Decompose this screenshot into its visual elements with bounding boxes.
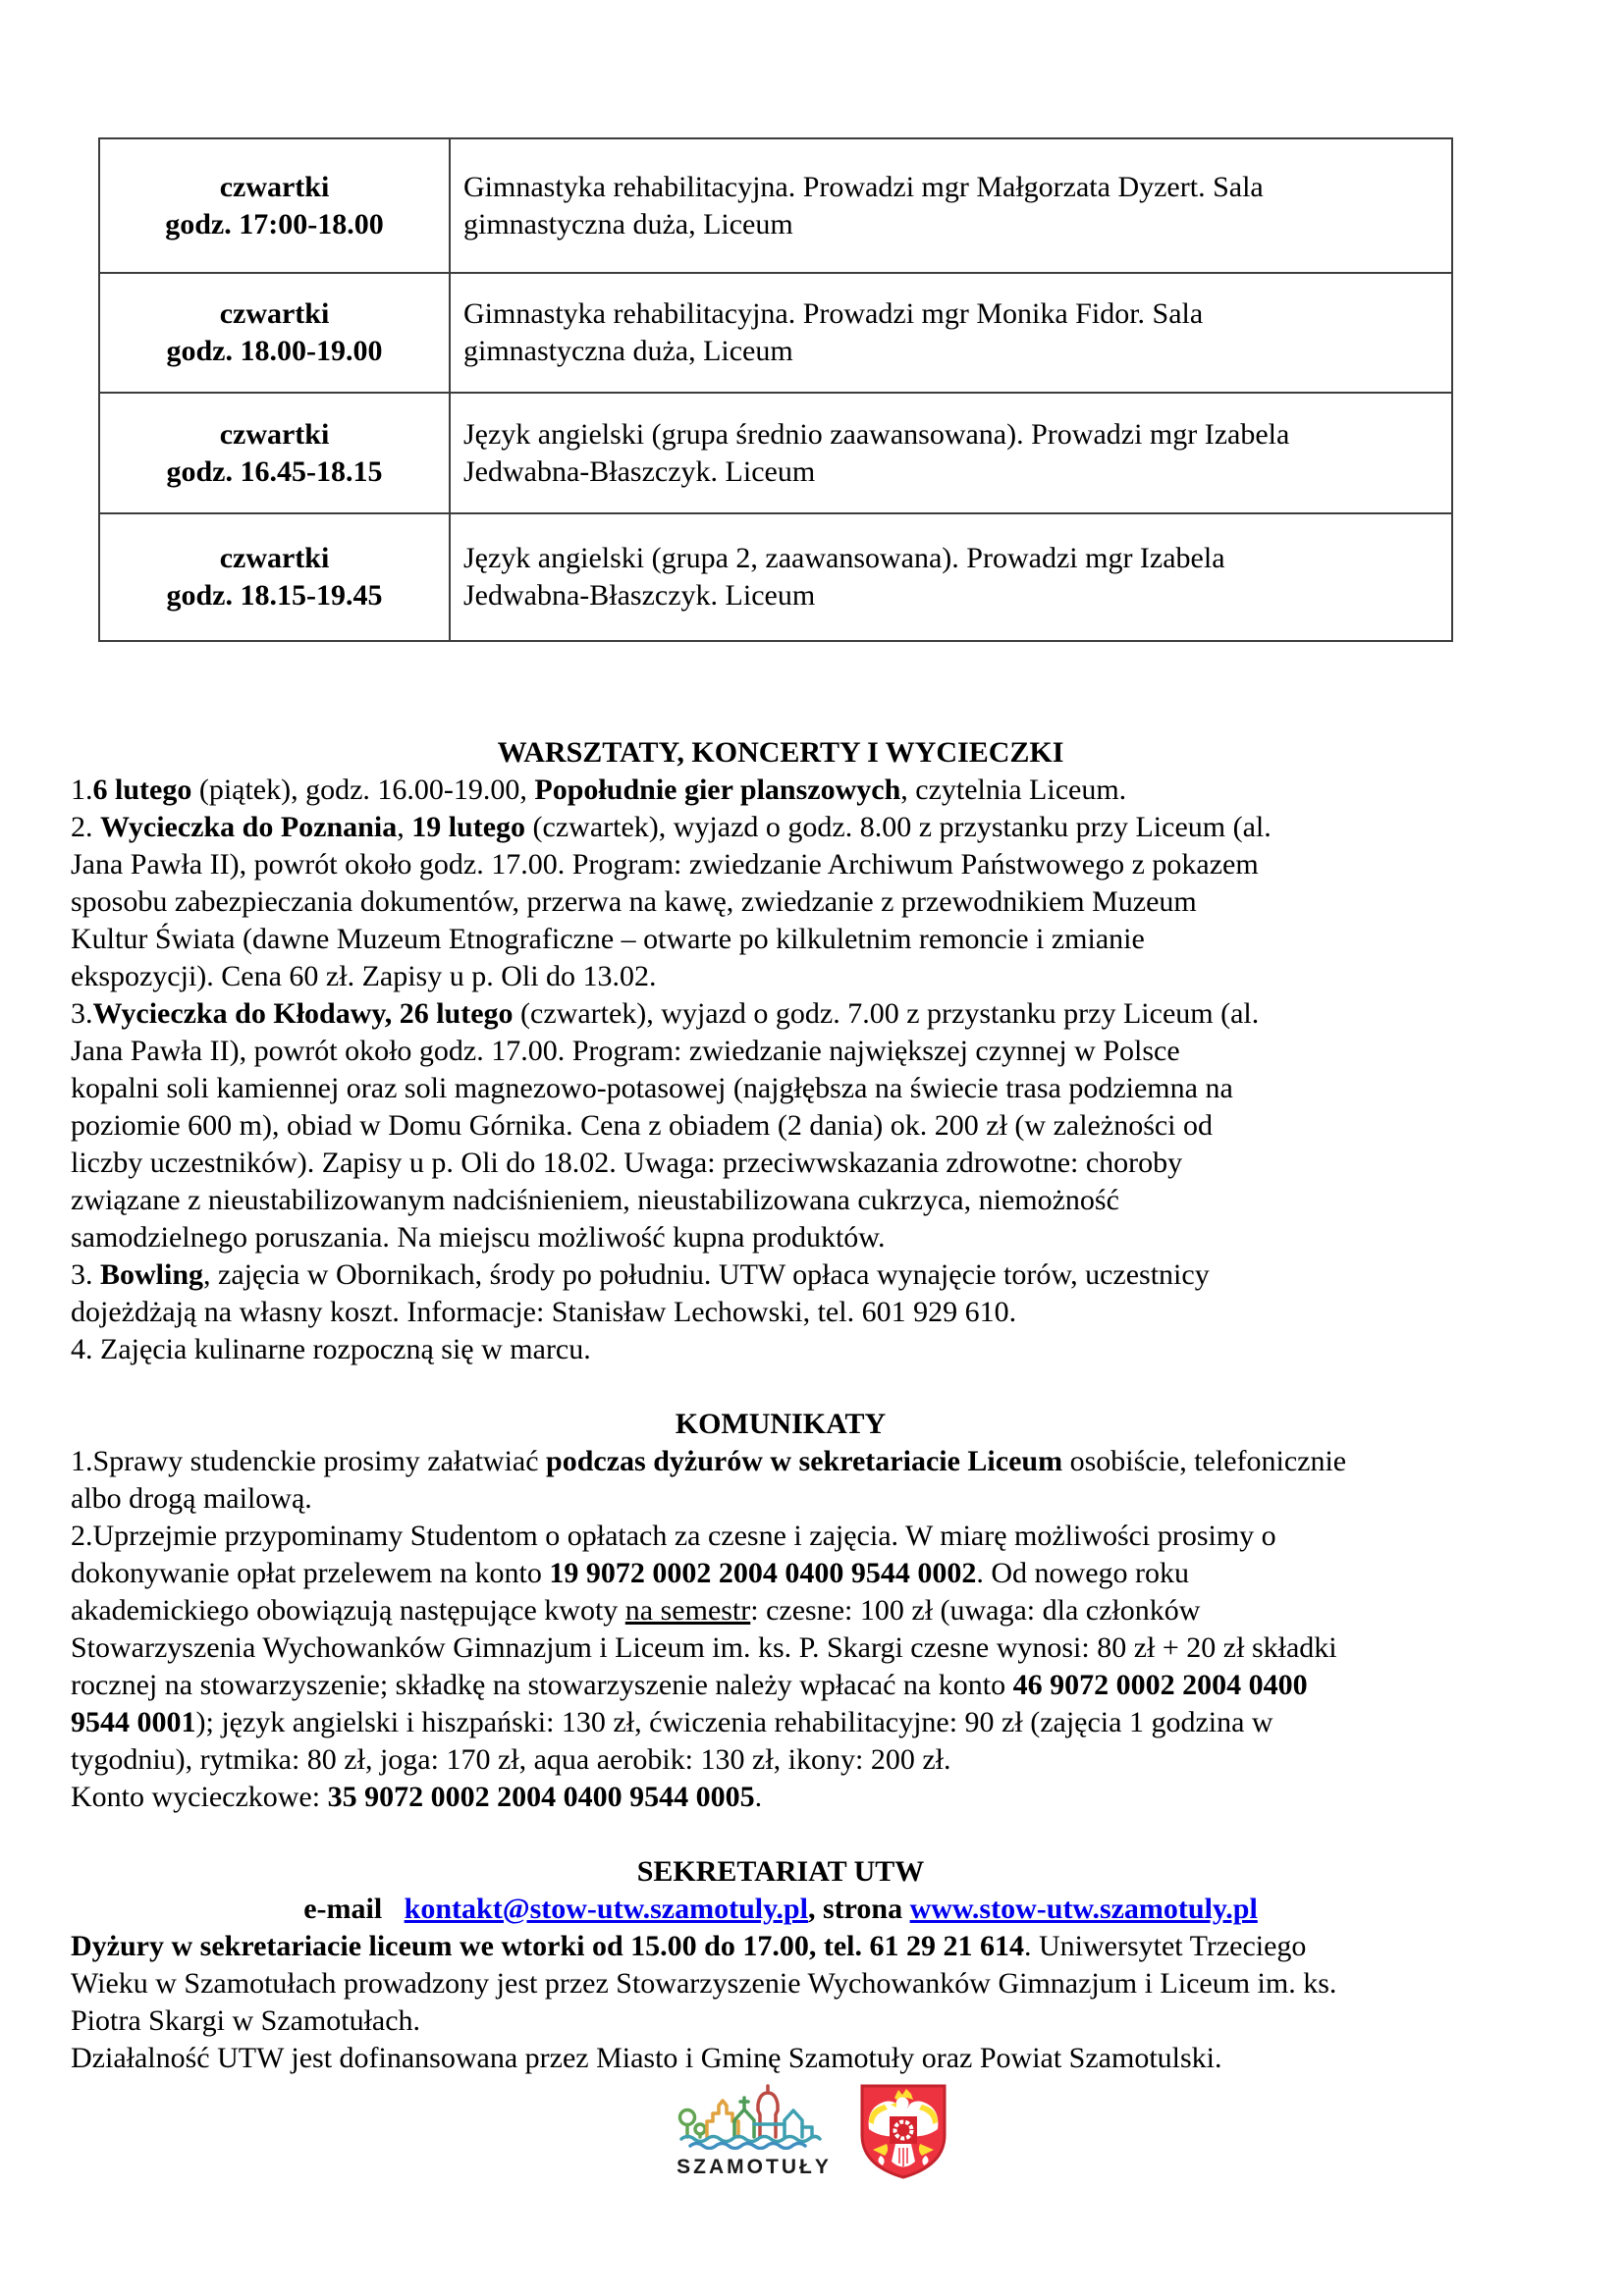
text-line: Konto wycieczkowe: 35 9072 0002 2004 0400 9544 0005.: [71, 1781, 763, 1813]
text-line: związane z nieustabilizowanym nadciśnieniem, nieustabilizowana cukrzyca, niemożność: [71, 1184, 1119, 1216]
day-time-cell: [99, 393, 450, 513]
text-line: godz. 17:00-18.00: [165, 207, 384, 240]
text-line: czwartki: [219, 170, 330, 203]
section-heading: KOMUNIKATY: [675, 1408, 887, 1440]
text-line: gimnastyczna duża, Liceum: [463, 207, 793, 240]
text-line: albo drogą mailową.: [71, 1482, 312, 1515]
day-time-cell: [99, 273, 450, 393]
text-segment: 6 lutego: [92, 774, 192, 806]
wave-upper: [681, 2137, 820, 2142]
text-segment: 19 lutego: [411, 811, 526, 843]
text-line: Jana Pawła II), powrót około godz. 17.00. Program: zwiedzanie największej czynnej w Polsce: [71, 1035, 1180, 1067]
table-row: [99, 273, 1452, 393]
text-segment: Wycieczka do Kłodawy, 26 lutego: [92, 997, 514, 1030]
text-line: 1.6 lutego (piątek), godz. 16.00-19.00, Popołudnie gier planszowych, czytelnia Liceum.: [71, 774, 1127, 806]
text-line: czwartki: [219, 542, 330, 574]
text-line: 4. Zajęcia kulinarne rozpoczną się w marcu.: [71, 1333, 591, 1365]
text-line: Język angielski (grupa 2, zaawansowana). Prowadzi mgr Izabela: [463, 542, 1225, 574]
text-line: sposobu zabezpieczania dokumentów, przerwa na kawę, zwiedzanie z przewodnikiem Muzeum: [71, 885, 1197, 918]
website-link[interactable]: www.stow-utw.szamotuly.pl: [909, 1893, 1258, 1925]
text-line: godz. 18.00-19.00: [166, 335, 383, 367]
section-heading: WARSZTATY, KONCERTY I WYCIECZKI: [497, 736, 1064, 769]
email-link[interactable]: kontakt@stow-utw.szamotuly.pl: [404, 1893, 808, 1925]
text-line: 3. Bowling, zajęcia w Obornikach, środy po południu. UTW opłaca wynajęcie torów, uczestnicy: [71, 1258, 1210, 1291]
section-3: [71, 1853, 1490, 2077]
text-segment: 46 9072 0002 2004 0400: [1012, 1669, 1308, 1701]
text-segment: podczas dyżurów w sekretariacie Liceum: [546, 1445, 1063, 1477]
table-row: [99, 393, 1452, 513]
footer-logos: [0, 2081, 1624, 2181]
text-line: gimnastyczna duża, Liceum: [463, 335, 793, 367]
text-line: samodzielnego poruszania. Na miejscu możliwość kupna produktów.: [71, 1221, 886, 1254]
text-line: Gimnastyka rehabilitacyjna. Prowadzi mgr Monika Fidor. Sala: [463, 297, 1204, 330]
text-line: [71, 1891, 1490, 1928]
activity-cell: [450, 513, 1452, 641]
text-segment: 9544 0001: [71, 1706, 196, 1738]
text-line: Wieku w Szamotułach prowadzony jest przez Stowarzyszenie Wychowanków Gimnazjum i Liceum im. ks.: [71, 1967, 1337, 2000]
text-line: kopalni soli kamiennej oraz soli magnezowo-potasowej (najgłębsza na świecie trasa podziemna na: [71, 1072, 1233, 1104]
text-line: Gimnastyka rehabilitacyjna. Prowadzi mgr Małgorzata Dyzert. Sala: [463, 170, 1264, 203]
text-line: Jedwabna-Błaszczyk. Liceum: [463, 579, 816, 612]
table-row: [99, 138, 1452, 273]
text-line: godz. 16.45-18.15: [166, 454, 383, 488]
section-1: [71, 734, 1490, 1368]
text-line: Jedwabna-Błaszczyk. Liceum: [463, 454, 816, 488]
activity-cell: [450, 138, 1452, 273]
text-line: liczby uczestników). Zapisy u p. Oli do 18.02. Uwaga: przeciwwskazania zdrowotne: choroby: [71, 1147, 1183, 1179]
text-line: 2. Wycieczka do Poznania, 19 lutego (czwartek), wyjazd o godz. 8.00 z przystanku przy Liceum (al.: [71, 811, 1272, 843]
activity-cell: [450, 273, 1452, 393]
schedule-table: [98, 137, 1453, 642]
text-line: czwartki: [219, 297, 330, 330]
text-segment: , strona: [807, 1893, 910, 1925]
text-line: 9544 0001); język angielski i hiszpański: 130 zł, ćwiczenia rehabilitacyjne: 90 zł (zajęcia 1 godzina w: [71, 1706, 1273, 1738]
text-segment: Bowling: [100, 1258, 204, 1291]
activity-cell: [450, 393, 1452, 513]
text-line: Działalność UTW jest dofinansowana przez Miasto i Gminę Szamotuły oraz Powiat Szamotulski.: [71, 2042, 1222, 2074]
text-line: godz. 18.15-19.45: [166, 579, 383, 612]
text-line: rocznej na stowarzyszenie; składkę na stowarzyszenie należy wpłacać na konto 46 9072 0002 2004 0400: [71, 1669, 1308, 1701]
day-time-cell: [99, 513, 450, 641]
skyline-teal-buildings: [754, 2110, 812, 2137]
text-line: 3.Wycieczka do Kłodawy, 26 lutego (czwartek), wyjazd o godz. 7.00 z przystanku przy Liceum (al.: [71, 997, 1260, 1030]
text-segment: 35 9072 0002 2004 0400 9544 0005: [327, 1781, 755, 1813]
text-line: Stowarzyszenia Wychowanków Gimnazjum i Liceum im. ks. P. Skargi czesne wynosi: 80 zł + 20 zł składki: [71, 1631, 1337, 1664]
section-heading: SEKRETARIAT UTW: [636, 1855, 925, 1888]
text-segment: Wycieczka do Poznania: [100, 811, 398, 843]
text-line: Dyżury w sekretariacie liceum we wtorki od 15.00 do 17.00, tel. 61 29 21 614. Uniwersytet Trzeciego: [71, 1930, 1307, 1962]
text-segment: na semestr: [624, 1594, 751, 1627]
document-body: [71, 734, 1490, 2077]
text-segment: Dyżury w sekretariacie liceum we wtorki od 15.00 do 17.00, tel. 61 29 21 614: [71, 1930, 1024, 1962]
text-line: Kultur Świata (dawne Muzeum Etnograficzne – otwarte po kilkuletnim remoncie i zmianie: [71, 923, 1145, 955]
section-2: [71, 1406, 1490, 1816]
skyline-trees: [680, 2110, 706, 2138]
table-row: [99, 513, 1452, 641]
skyline-red-tower: [758, 2086, 778, 2137]
text-line: 1.Sprawy studenckie prosimy załatwiać podczas dyżurów w sekretariacie Liceum osobiście, telefonicznie: [71, 1445, 1347, 1477]
text-line: Jana Pawła II), powrót około godz. 17.00. Program: zwiedzanie Archiwum Państwowego z pokazem: [71, 848, 1259, 881]
powiat-szamotulski-coat-of-arms-icon: [857, 2081, 949, 2181]
text-line: 2.Uprzejmie przypominamy Studentom o opłatach za czesne i zajęcia. W miarę możliwości prosimy o: [71, 1520, 1276, 1552]
szamotuly-city-logo: [675, 2081, 834, 2179]
text-line: czwartki: [219, 417, 330, 451]
text-line: akademickiego obowiązują następujące kwoty na semestr: czesne: 100 zł (uwaga: dla członków: [71, 1594, 1201, 1627]
szamotuly-logo-caption: SZAMOTUŁY: [677, 2156, 832, 2178]
text-line: dojeżdżają na własny koszt. Informacje: Stanisław Lechowski, tel. 601 929 610.: [71, 1296, 1017, 1328]
szamotuly-skyline-icon: [675, 2081, 834, 2150]
text-line: Język angielski (grupa średnio zaawansowana). Prowadzi mgr Izabela: [463, 417, 1290, 451]
wave-lower: [690, 2144, 805, 2149]
text-line: ekspozycji). Cena 60 zł. Zapisy u p. Oli do 13.02.: [71, 960, 657, 992]
text-line: Piotra Skargi w Szamotułach.: [71, 2004, 421, 2037]
text-segment: Popołudnie gier planszowych: [534, 774, 901, 806]
text-line: poziomie 600 m), obiad w Domu Górnika. Cena z obiadem (2 dania) ok. 200 zł (w zależności od: [71, 1109, 1214, 1142]
text-segment: e-mail: [303, 1893, 405, 1925]
text-segment: 19 9072 0002 2004 0400 9544 0002: [549, 1557, 977, 1589]
day-time-cell: [99, 138, 450, 273]
text-line: tygodniu), rytmika: 80 zł, joga: 170 zł, aqua aerobik: 130 zł, ikony: 200 zł.: [71, 1743, 951, 1776]
text-line: dokonywanie opłat przelewem na konto 19 9072 0002 2004 0400 9544 0002. Od nowego roku: [71, 1557, 1189, 1589]
